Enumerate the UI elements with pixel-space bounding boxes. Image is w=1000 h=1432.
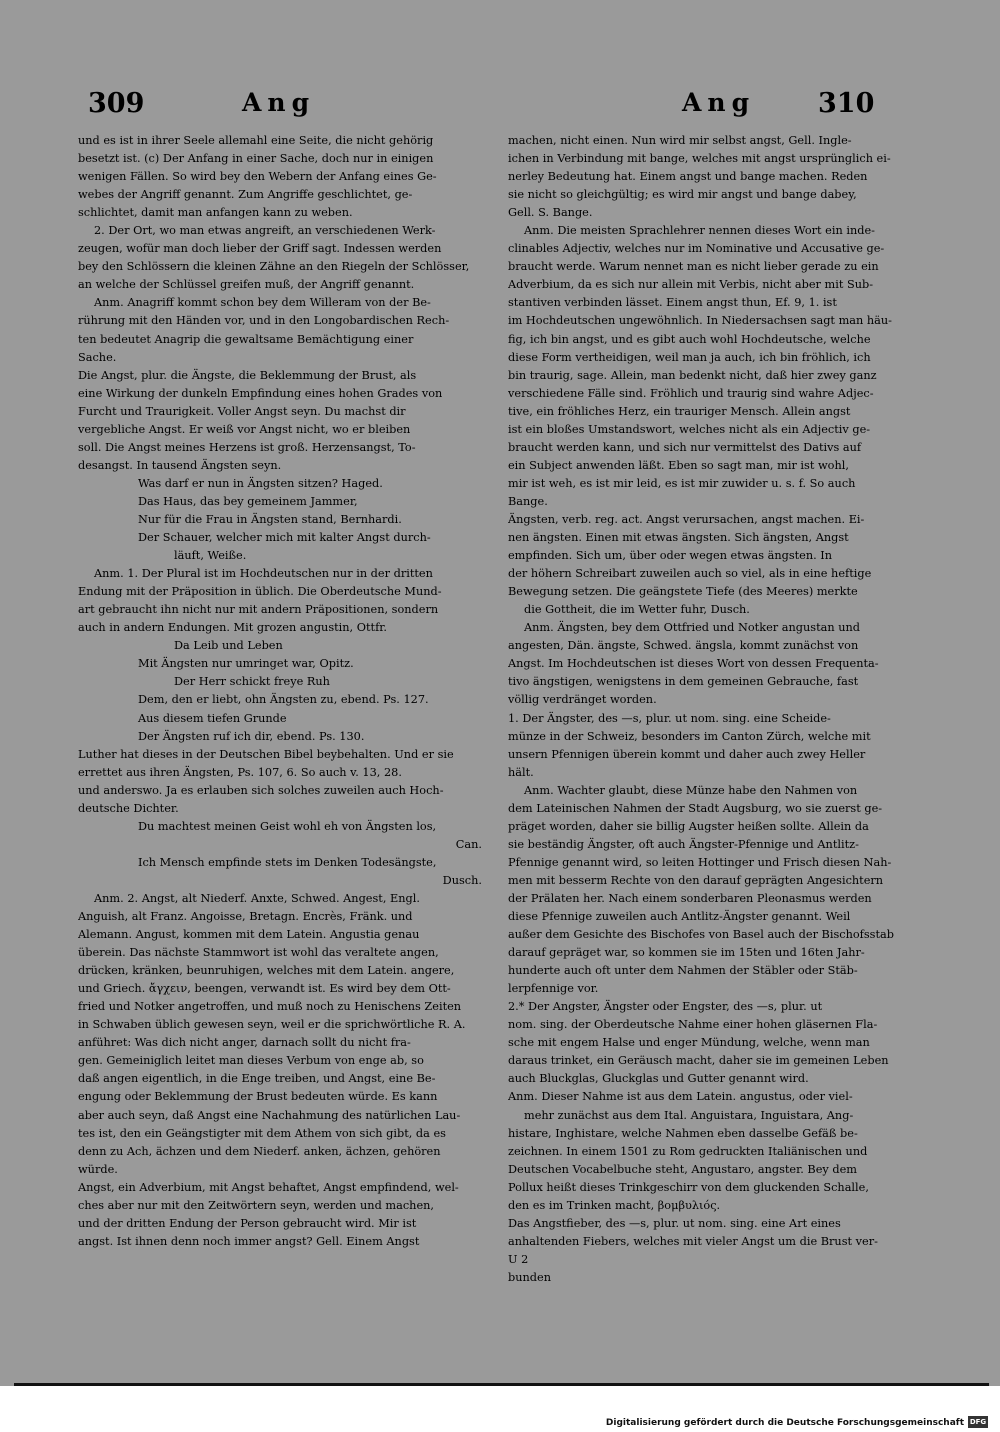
text-line: dem Lateinischen Nahmen der Stadt Augsburg, wo sie zuerst ge- bbox=[508, 801, 883, 815]
text-line: lerpfennige vor. bbox=[508, 982, 599, 996]
text-line: darauf gepräget war, so kommen sie im 15ten und 16ten Jahr- bbox=[508, 946, 865, 960]
text-line: völlig verdränget worden. bbox=[508, 693, 657, 707]
left-page-number: 309 bbox=[88, 88, 145, 119]
text-line: Furcht und Traurigkeit. Voller Angst seyn. Du machst dir bbox=[78, 404, 406, 418]
text-line: Adverbium, da es sich nur allein mit Verbis, nicht aber mit Sub- bbox=[508, 278, 874, 292]
text-line: mir ist weh, es ist mir leid, es ist mir zuwider u. s. f. So auch bbox=[508, 476, 856, 490]
text-line: vergebliche Angst. Er weiß vor Angst nicht, wo er bleiben bbox=[78, 422, 411, 436]
text-line: Anm. Ängsten, bey dem Ottfried und Notker angustan und bbox=[524, 621, 860, 635]
text-line: verschiedene Fälle sind. Fröhlich und traurig sind wahre Adjec- bbox=[508, 386, 874, 400]
text-line: Mit Ängsten nur umringet war, Opitz. bbox=[138, 657, 354, 671]
text-line: Bange. bbox=[508, 494, 548, 508]
right-text-column bbox=[508, 132, 910, 1287]
text-line: Anm. Wachter glaubt, diese Münze habe den Nahmen von bbox=[524, 783, 858, 797]
text-line: desangst. In tausend Ängsten seyn. bbox=[78, 458, 282, 472]
text-line: nen ängsten. Einen mit etwas ängsten. Sich ängsten, Angst bbox=[508, 531, 849, 545]
text-line: angst. Ist ihnen denn noch immer angst? Gell. Einem Angst bbox=[78, 1234, 420, 1248]
text-line: sche mit engem Halse und enger Mündung, welche, wenn man bbox=[508, 1036, 870, 1050]
text-line: Pfennige genannt wird, so leiten Hottinger und Frisch diesen Nah- bbox=[508, 855, 892, 869]
text-line: anführet: Was dich nicht anger, darnach sollt du nicht fra- bbox=[78, 1036, 411, 1050]
text-line: in Schwaben üblich gewesen seyn, weil er die sprichwörtliche R. A. bbox=[78, 1018, 466, 1032]
text-line: Luther hat dieses in der Deutschen Bibel beybehalten. Und er sie bbox=[78, 747, 454, 761]
text-line: daß angen eigentlich, in die Enge treiben, und Angst, eine Be- bbox=[78, 1072, 436, 1086]
text-line: im Hochdeutschen ungewöhnlich. In Niedersachsen sagt man häu- bbox=[508, 314, 892, 328]
text-line: Du machtest meinen Geist wohl eh von Ängsten los, bbox=[138, 819, 437, 833]
text-line: clinables Adjectiv, welches nur im Nominative und Accusative ge- bbox=[508, 242, 885, 256]
text-line: errettet aus ihren Ängsten, Ps. 107, 6. So auch v. 13, 28. bbox=[78, 765, 402, 779]
text-line: sie nicht so gleichgültig; es wird mir angst und bange dabey, bbox=[508, 188, 857, 202]
text-line: würde. bbox=[78, 1162, 118, 1176]
text-line: deutsche Dichter. bbox=[78, 801, 179, 815]
text-line: fried und Notker angetroffen, und muß noch zu Henischens Zeiten bbox=[78, 1000, 462, 1014]
text-line: eine Wirkung der dunkeln Empfindung eines hohen Grades von bbox=[78, 386, 443, 400]
text-line: nerley Bedeutung hat. Einem angst und bange machen. Reden bbox=[508, 170, 868, 184]
text-line: ches aber nur mit den Zeitwörtern seyn, werden und machen, bbox=[78, 1198, 434, 1212]
text-line: Anm. Dieser Nahme ist aus dem Latein. angustus, oder viel- bbox=[508, 1090, 853, 1104]
text-line: Da Leib und Leben bbox=[174, 639, 283, 653]
text-line: Sache. bbox=[78, 350, 117, 364]
text-line: Anm. Die meisten Sprachlehrer nennen dieses Wort ein inde- bbox=[524, 224, 875, 238]
text-line: münze in der Schweiz, besonders im Canton Zürch, welche mit bbox=[508, 729, 871, 743]
text-line: men mit besserm Rechte von den darauf geprägten Angesichtern bbox=[508, 873, 884, 887]
text-line: Was darf er nun in Ängsten sitzen? Haged. bbox=[138, 476, 383, 490]
left-running-headword: Ang bbox=[242, 88, 316, 117]
text-line: hunderte auch oft unter dem Nahmen der Stäbler oder Stäb- bbox=[508, 964, 858, 978]
text-line: wenigen Fällen. So wird bey den Webern der Anfang eines Ge- bbox=[78, 170, 437, 184]
text-line: Nur für die Frau in Ängsten stand, Bernhardi. bbox=[138, 512, 402, 526]
text-line: soll. Die Angst meines Herzens ist groß. Herzensangst, To- bbox=[78, 440, 416, 454]
text-line: histare, Inghistare, welche Nahmen eben dasselbe Gefäß be- bbox=[508, 1126, 858, 1140]
text-line: daraus trinket, ein Geräusch macht, daher sie im gemeinen Leben bbox=[508, 1054, 889, 1068]
text-line: ist ein bloßes Umstandswort, welches nicht als ein Adjectiv ge- bbox=[508, 422, 871, 436]
text-line: 2. Der Ort, wo man etwas angreift, an verschiedenen Werk- bbox=[94, 224, 436, 238]
text-line: läuft, Weiße. bbox=[174, 549, 247, 563]
text-line: 2.* Der Angster, Ängster oder Engster, des —s, plur. ut bbox=[508, 1000, 823, 1014]
text-line: Ich Mensch empfinde stets im Denken Todesängste, bbox=[138, 855, 437, 869]
text-line: tive, ein fröhliches Herz, ein trauriger Mensch. Allein angst bbox=[508, 404, 851, 418]
text-line: Anguish, alt Franz. Angoisse, Bretagn. Encrès, Fränk. und bbox=[78, 910, 413, 924]
text-line: und es ist in ihrer Seele allemahl eine Seite, die nicht gehörig bbox=[78, 134, 434, 147]
left-text-column bbox=[78, 132, 486, 1251]
text-line: Gell. S. Bange. bbox=[508, 206, 593, 220]
text-line: präget worden, daher sie billig Augster heißen sollte. Allein da bbox=[508, 819, 869, 833]
text-line: bey den Schlössern die kleinen Zähne an den Riegeln der Schlösser, bbox=[78, 260, 470, 274]
text-line: gen. Gemeiniglich leitet man dieses Verbum von enge ab, so bbox=[78, 1054, 424, 1068]
text-line: Aus diesem tiefen Grunde bbox=[138, 711, 287, 725]
text-line: ichen in Verbindung mit bange, welches mit angst ursprünglich ei- bbox=[508, 152, 891, 166]
text-line: U 2 bbox=[508, 1252, 529, 1266]
text-line: fig, ich bin angst, und es gibt auch wohl Hochdeutsche, welche bbox=[508, 332, 871, 346]
text-line: und der dritten Endung der Person gebraucht wird. Mir ist bbox=[78, 1216, 417, 1230]
text-line: Der Herr schickt freye Ruh bbox=[174, 675, 330, 689]
text-line: Angst. Im Hochdeutschen ist dieses Wort von dessen Frequenta- bbox=[508, 657, 879, 671]
text-line: Dusch. bbox=[442, 873, 482, 887]
text-line: auch in andern Endungen. Mit grozen angustin, Ottfr. bbox=[78, 621, 388, 635]
text-line: machen, nicht einen. Nun wird mir selbst angst, Gell. Ingle- bbox=[508, 134, 852, 147]
text-line: Der Schauer, welcher mich mit kalter Angst durch- bbox=[138, 531, 431, 545]
text-line: Ängsten, verb. reg. act. Angst verursachen, angst machen. Ei- bbox=[508, 512, 865, 526]
text-line: art gebraucht ihn nicht nur mit andern Präpositionen, sondern bbox=[78, 603, 439, 617]
text-line: Deutschen Vocabelbuche steht, Angustaro, angster. Bey dem bbox=[508, 1162, 858, 1176]
text-line: schlichtet, damit man anfangen kann zu weben. bbox=[78, 206, 353, 220]
funding-credit: Digitalisierung gefördert durch die Deutsche Forschungsgemeinschaft bbox=[605, 1418, 964, 1428]
text-line: auch Bluckglas, Gluckglas und Gutter genannt wird. bbox=[508, 1072, 809, 1086]
text-line: bunden bbox=[508, 1270, 551, 1284]
text-line: Can. bbox=[455, 837, 482, 851]
text-line: überein. Das nächste Stammwort ist wohl das veraltete angen, bbox=[78, 946, 439, 960]
text-line: empfinden. Sich um, über oder wegen etwas ängsten. In bbox=[508, 549, 833, 563]
text-line: tivo ängstigen, wenigstens in dem gemeinen Gebrauche, fast bbox=[508, 675, 859, 689]
text-line: Endung mit der Präposition in üblich. Die Oberdeutsche Mund- bbox=[78, 585, 442, 599]
text-line: Der Ängsten ruf ich dir, ebend. Ps. 130. bbox=[138, 729, 365, 743]
text-line: Das Angstfieber, des —s, plur. ut nom. sing. eine Art eines bbox=[508, 1216, 841, 1230]
right-running-headword: Ang bbox=[682, 88, 756, 117]
text-line: Angst, ein Adverbium, mit Angst behaftet, Angst empfindend, wel- bbox=[78, 1180, 459, 1194]
text-line: der Prälaten her. Nach einem sonderbaren Pleonasmus werden bbox=[508, 891, 872, 905]
text-line: sie beständig Ängster, oft auch Ängster-Pfennige und Antlitz- bbox=[508, 837, 859, 851]
text-line: ein Subject anwenden läßt. Eben so sagt man, mir ist wohl, bbox=[508, 458, 849, 472]
text-line: diese Pfennige zuweilen auch Antlitz-Ängster genannt. Weil bbox=[508, 910, 851, 924]
text-line: braucht werden kann, und sich nur vermittelst des Dativs auf bbox=[508, 440, 862, 454]
text-line: anhaltenden Fiebers, welches mit vieler Angst um die Brust ver- bbox=[508, 1234, 878, 1248]
text-line: außer dem Gesichte des Bischofes von Basel auch der Bischofsstab bbox=[508, 928, 894, 942]
text-line: Dem, den er liebt, ohn Ängsten zu, ebend. Ps. 127. bbox=[138, 693, 429, 707]
text-line: Die Angst, plur. die Ängste, die Beklemmung der Brust, als bbox=[78, 368, 417, 382]
text-line: ten bedeutet Anagrip die gewaltsame Bemächtigung einer bbox=[78, 332, 414, 346]
text-line: zeugen, wofür man doch lieber der Griff sagt. Indessen werden bbox=[78, 242, 442, 256]
text-line: Anm. 1. Der Plural ist im Hochdeutschen nur in der dritten bbox=[94, 567, 433, 581]
text-line: nom. sing. der Oberdeutsche Nahme einer hohen gläsernen Fla- bbox=[508, 1018, 878, 1032]
text-line: Das Haus, das bey gemeinem Jammer, bbox=[138, 494, 358, 508]
text-line: Anm. Anagriff kommt schon bey dem Willeram von der Be- bbox=[94, 296, 431, 310]
text-line: engung oder Beklemmung der Brust bedeuten würde. Es kann bbox=[78, 1090, 438, 1104]
text-line: aber auch seyn, daß Angst eine Nachahmung des natürlichen Lau- bbox=[78, 1108, 461, 1122]
text-line: denn zu Ach, ächzen und dem Niederf. anken, ächzen, gehören bbox=[78, 1144, 441, 1158]
text-line: zeichnen. In einem 1501 zu Rom gedruckten Italiänischen und bbox=[508, 1144, 868, 1158]
text-line: webes der Angriff genannt. Zum Angriffe geschlichtet, ge- bbox=[78, 188, 413, 202]
text-line: Pollux heißt dieses Trinkgeschirr von dem gluckenden Schalle, bbox=[508, 1180, 869, 1194]
text-line: hält. bbox=[508, 765, 534, 779]
text-line: angesten, Dän. ängste, Schwed. ängsla, kommt zunächst von bbox=[508, 639, 859, 653]
text-line: 1. Der Ängster, des —s, plur. ut nom. sing. eine Scheide- bbox=[508, 711, 831, 725]
text-line: diese Form vertheidigen, weil man ja auch, ich bin fröhlich, ich bbox=[508, 350, 871, 364]
text-line: an welche der Schlüssel greifen muß, der Angriff genannt. bbox=[78, 278, 415, 292]
text-line: drücken, kränken, beunruhigen, welches mit dem Latein. angere, bbox=[78, 964, 455, 978]
footer-bar bbox=[0, 1386, 1000, 1432]
text-line: tes ist, den ein Geängstigter mit dem Athem von sich gibt, da es bbox=[78, 1126, 446, 1140]
text-line: den es im Trinken macht, βομβυλιός. bbox=[508, 1198, 721, 1212]
text-line: braucht werde. Warum nennet man es nicht lieber gerade zu ein bbox=[508, 260, 879, 274]
text-line: rührung mit den Händen vor, und in den Longobardischen Rech- bbox=[78, 314, 450, 328]
text-line: mehr zunächst aus dem Ital. Anguistara, Inguistara, Ang- bbox=[524, 1108, 854, 1122]
text-line: und Griech. ἄγχειν, beengen, verwandt ist. Es wird bey dem Ott- bbox=[78, 982, 451, 996]
text-line: stantiven verbinden lässet. Einem angst thun, Ef. 9, 1. ist bbox=[508, 296, 837, 310]
text-line: unsern Pfennigen überein kommt und daher auch zwey Heller bbox=[508, 747, 866, 761]
text-line: besetzt ist. (c) Der Anfang in einer Sache, doch nur in einigen bbox=[78, 152, 434, 166]
text-line: die Gottheit, die im Wetter fuhr, Dusch. bbox=[524, 603, 750, 617]
text-line: der höhern Schreibart zuweilen auch so viel, als in eine heftige bbox=[508, 567, 872, 581]
dfg-logo-icon: DFG bbox=[969, 1418, 987, 1426]
text-line: bin traurig, sage. Allein, man bedenkt nicht, daß hier zwey ganz bbox=[508, 368, 877, 382]
text-line: Bewegung setzen. Die geängstete Tiefe (des Meeres) merkte bbox=[508, 585, 858, 599]
text-line: Alemann. Angust, kommen mit dem Latein. Angustia genau bbox=[78, 928, 420, 942]
page-header bbox=[0, 88, 1000, 128]
text-line: Anm. 2. Angst, alt Niederf. Anxte, Schwed. Angest, Engl. bbox=[94, 891, 420, 905]
text-line: und anderswo. Ja es erlauben sich solches zuweilen auch Hoch- bbox=[78, 783, 444, 797]
right-page-number: 310 bbox=[818, 88, 875, 119]
